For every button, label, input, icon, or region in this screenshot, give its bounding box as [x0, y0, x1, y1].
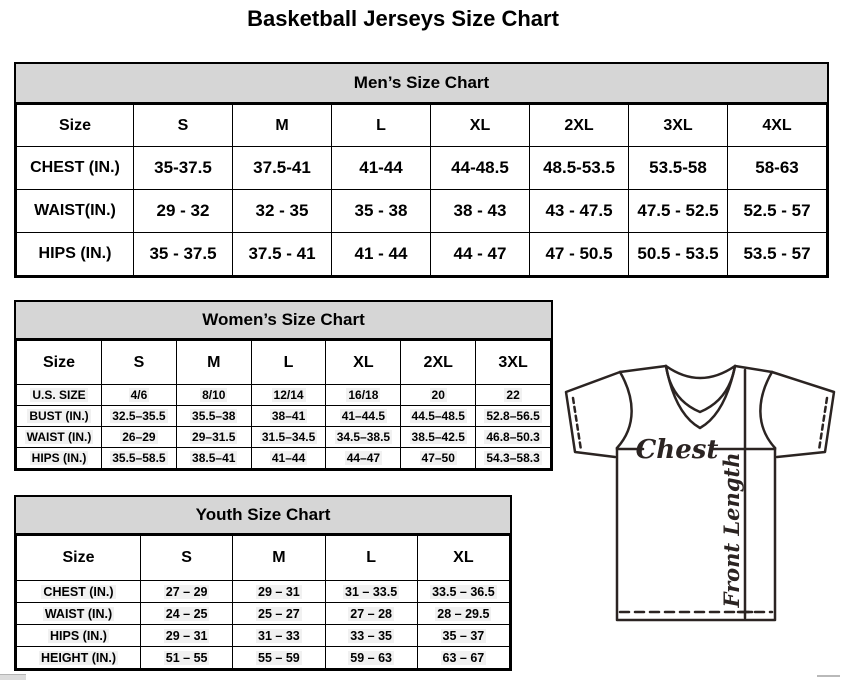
- table-row: [17, 647, 510, 669]
- table-cell: 29 – 31: [233, 581, 325, 603]
- table-row: [17, 147, 827, 190]
- table-cell: 44–47: [326, 448, 401, 469]
- table-cell: 25 – 27: [233, 603, 325, 625]
- column-header: 3XL: [629, 105, 728, 147]
- youth-size-chart: [14, 495, 512, 671]
- cropped-ui-fragment-bottom-left: [0, 674, 26, 680]
- table-cell: 53.5 - 57: [728, 233, 827, 276]
- column-header: S: [102, 341, 177, 385]
- header-row: [17, 341, 551, 385]
- row-label: HIPS (IN.): [17, 448, 102, 469]
- row-label: HIPS (IN.): [17, 625, 141, 647]
- column-header: L: [332, 105, 431, 147]
- table-cell: 41-44: [332, 147, 431, 190]
- table-cell: 35.5–58.5: [102, 448, 177, 469]
- table-cell: 8/10: [176, 385, 251, 406]
- table-cell: 63 – 67: [417, 647, 509, 669]
- table-cell: 22: [476, 385, 551, 406]
- table-cell: 41 - 44: [332, 233, 431, 276]
- chest-label: Chest: [635, 435, 719, 465]
- header-row: [17, 105, 827, 147]
- table-cell: 33.5 – 36.5: [417, 581, 509, 603]
- table-cell: 24 – 25: [141, 603, 233, 625]
- table-cell: 28 – 29.5: [417, 603, 509, 625]
- table-cell: 52.8–56.5: [476, 406, 551, 427]
- right-sleeve: [772, 372, 834, 457]
- size-corner-header: Size: [17, 536, 141, 581]
- table-cell: 16/18: [326, 385, 401, 406]
- row-label: CHEST (IN.): [17, 147, 134, 190]
- column-header: 2XL: [530, 105, 629, 147]
- table-cell: 50.5 - 53.5: [629, 233, 728, 276]
- column-header: S: [141, 536, 233, 581]
- row-label: CHEST (IN.): [17, 581, 141, 603]
- row-label: WAIST (IN.): [17, 427, 102, 448]
- left-armhole-seam: [617, 372, 632, 448]
- table-cell: 27 – 28: [325, 603, 417, 625]
- table-cell: 38 - 43: [431, 190, 530, 233]
- table-cell: 32 - 35: [233, 190, 332, 233]
- row-label: WAIST(IN.): [17, 190, 134, 233]
- table-cell: 35 - 37.5: [134, 233, 233, 276]
- row-label: U.S. SIZE: [17, 385, 102, 406]
- column-header: 4XL: [728, 105, 827, 147]
- womens-table-banner: Women’s Size Chart: [16, 302, 551, 340]
- table-cell: 31.5–34.5: [251, 427, 326, 448]
- table-cell: 4/6: [102, 385, 177, 406]
- table-cell: 12/14: [251, 385, 326, 406]
- mens-size-table: [16, 104, 827, 276]
- row-label: BUST (IN.): [17, 406, 102, 427]
- right-shoulder-line: [735, 366, 772, 372]
- table-cell: 51 – 55: [141, 647, 233, 669]
- womens-size-chart: [14, 300, 553, 471]
- left-shoulder-line: [620, 366, 666, 372]
- row-label: HEIGHT (IN.): [17, 647, 141, 669]
- table-cell: 44-48.5: [431, 147, 530, 190]
- table-cell: 29 – 31: [141, 625, 233, 647]
- table-cell: 35 - 38: [332, 190, 431, 233]
- table-cell: 47–50: [401, 448, 476, 469]
- table-row: [17, 190, 827, 233]
- table-cell: 54.3–58.3: [476, 448, 551, 469]
- table-cell: 53.5-58: [629, 147, 728, 190]
- table-cell: 31 – 33.5: [325, 581, 417, 603]
- womens-size-table: [16, 340, 551, 469]
- page-title: Basketball Jerseys Size Chart: [247, 6, 559, 31]
- table-cell: 37.5 - 41: [233, 233, 332, 276]
- table-row: [17, 427, 551, 448]
- column-header: L: [325, 536, 417, 581]
- youth-table-banner: Youth Size Chart: [16, 497, 510, 535]
- column-header: L: [251, 341, 326, 385]
- table-cell: 58-63: [728, 147, 827, 190]
- table-row: [17, 625, 510, 647]
- youth-size-table: [16, 535, 510, 669]
- table-cell: 34.5–38.5: [326, 427, 401, 448]
- table-cell: 43 - 47.5: [530, 190, 629, 233]
- column-header: S: [134, 105, 233, 147]
- left-sleeve: [566, 372, 620, 457]
- size-corner-header: Size: [17, 105, 134, 147]
- table-cell: 27 – 29: [141, 581, 233, 603]
- table-row: [17, 233, 827, 276]
- table-cell: 37.5-41: [233, 147, 332, 190]
- jersey-measurement-diagram: [558, 358, 840, 630]
- table-row: [17, 406, 551, 427]
- column-header: M: [233, 105, 332, 147]
- collar-back-curve: [666, 366, 735, 378]
- size-corner-header: Size: [17, 341, 102, 385]
- table-cell: 47 - 50.5: [530, 233, 629, 276]
- column-header: XL: [326, 341, 401, 385]
- table-cell: 41–44.5: [326, 406, 401, 427]
- table-cell: 47.5 - 52.5: [629, 190, 728, 233]
- table-cell: 20: [401, 385, 476, 406]
- column-header: M: [233, 536, 325, 581]
- table-row: [17, 603, 510, 625]
- table-cell: 29–31.5: [176, 427, 251, 448]
- collar-v-curve: [666, 366, 735, 428]
- table-cell: 55 – 59: [233, 647, 325, 669]
- column-header: XL: [431, 105, 530, 147]
- table-cell: 48.5-53.5: [530, 147, 629, 190]
- column-header: XL: [417, 536, 509, 581]
- table-cell: 26–29: [102, 427, 177, 448]
- header-row: [17, 536, 510, 581]
- row-label: HIPS (IN.): [17, 233, 134, 276]
- table-row: [17, 448, 551, 469]
- right-armhole-seam: [760, 372, 775, 448]
- front-length-label: Front Length: [719, 452, 744, 608]
- column-header: M: [176, 341, 251, 385]
- column-header: 3XL: [476, 341, 551, 385]
- table-cell: 46.8–50.3: [476, 427, 551, 448]
- table-cell: 32.5–35.5: [102, 406, 177, 427]
- table-cell: 38.5–42.5: [401, 427, 476, 448]
- table-cell: 35-37.5: [134, 147, 233, 190]
- row-label: WAIST (IN.): [17, 603, 141, 625]
- table-cell: 41–44: [251, 448, 326, 469]
- table-cell: 35.5–38: [176, 406, 251, 427]
- table-cell: 59 – 63: [325, 647, 417, 669]
- table-cell: 35 – 37: [417, 625, 509, 647]
- cropped-ui-fragment-bottom-right: [817, 675, 840, 677]
- table-row: [17, 385, 551, 406]
- table-cell: 29 - 32: [134, 190, 233, 233]
- table-cell: 31 – 33: [233, 625, 325, 647]
- table-cell: 38–41: [251, 406, 326, 427]
- mens-table-banner: Men’s Size Chart: [16, 64, 827, 104]
- mens-size-chart: [14, 62, 829, 278]
- column-header: 2XL: [401, 341, 476, 385]
- table-cell: 44.5–48.5: [401, 406, 476, 427]
- jersey-body: [617, 448, 775, 620]
- table-cell: 33 – 35: [325, 625, 417, 647]
- table-row: [17, 581, 510, 603]
- table-cell: 44 - 47: [431, 233, 530, 276]
- table-cell: 52.5 - 57: [728, 190, 827, 233]
- table-cell: 38.5–41: [176, 448, 251, 469]
